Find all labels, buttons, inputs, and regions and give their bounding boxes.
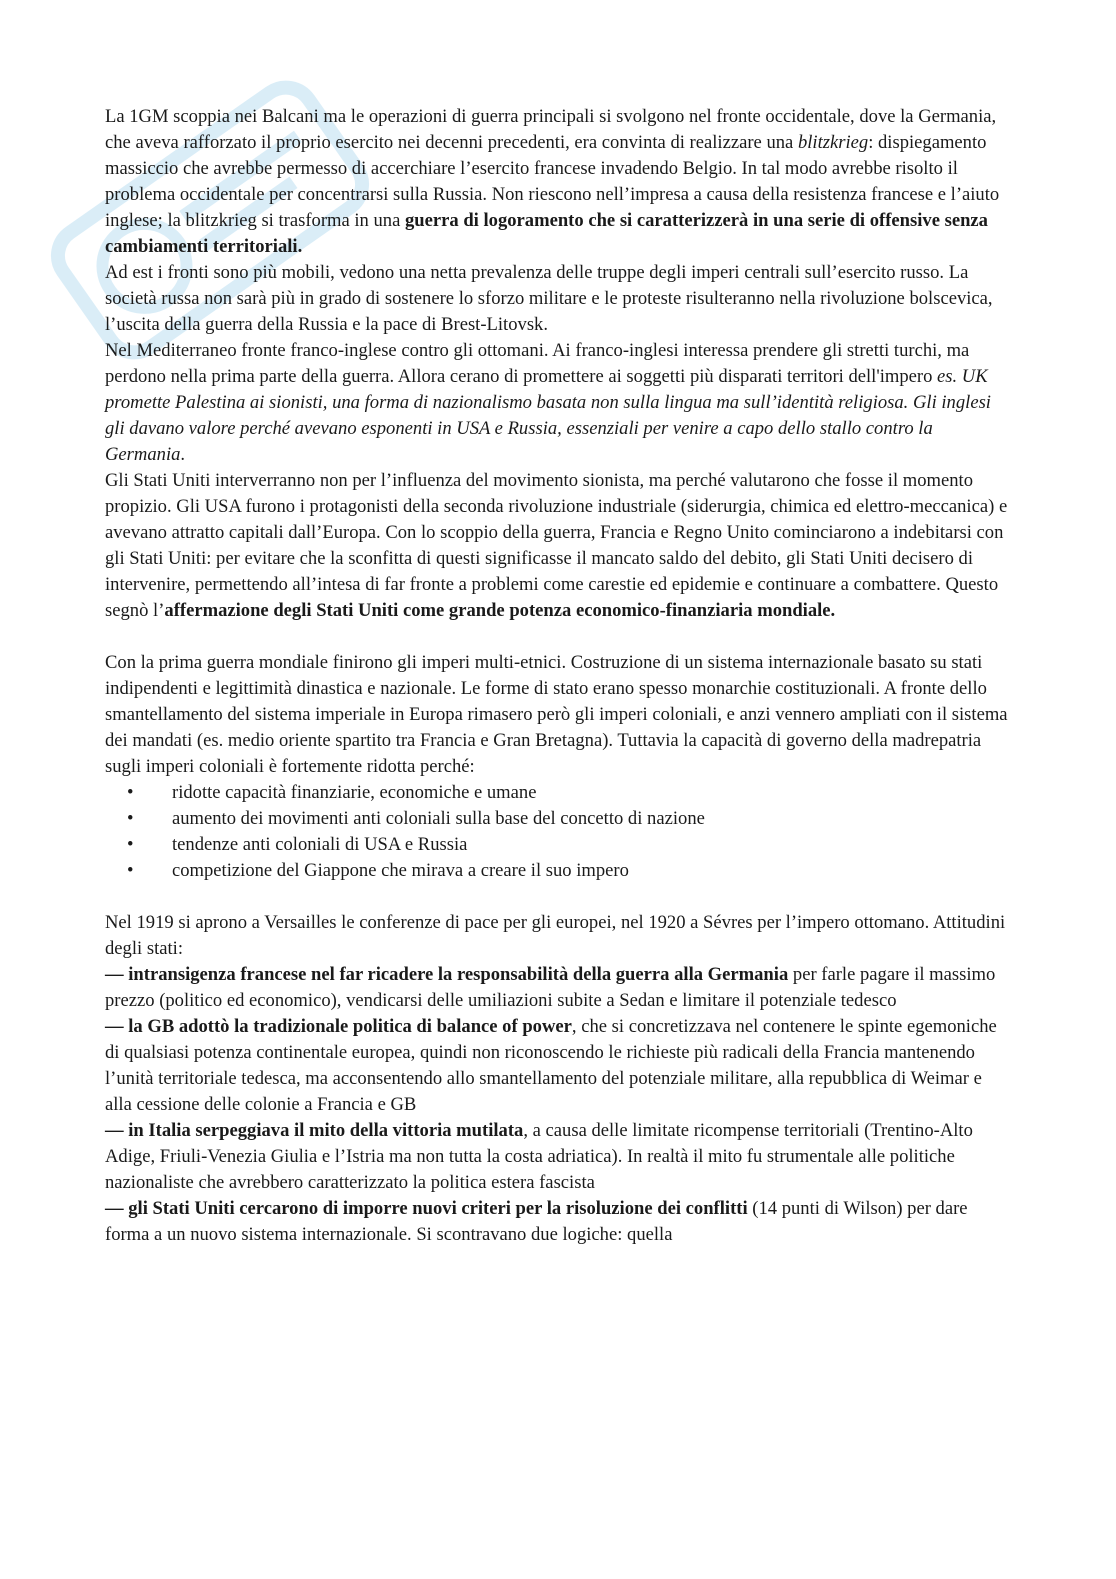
paragraph-spacer xyxy=(105,884,1010,910)
paragraph-spacer xyxy=(105,624,1010,650)
text-run: per farle pagare il massimo prezzo (politico ed economico), vendicarsi delle umiliazioni subite a Sedan e limitare il potenziale tedesco xyxy=(105,964,996,1011)
list-item-text: tendenze anti coloniali di USA e Russia xyxy=(172,834,468,855)
text-run: (14 punti di Wilson) per dare forma a un nuovo sistema internazionale. Si scontravano due logiche: quella xyxy=(105,1198,968,1245)
paragraph-italy-attitude xyxy=(105,1118,1010,1196)
bold-text: affermazione degli Stati Uniti come grande potenza economico-finanziaria mondiale. xyxy=(164,600,836,621)
bullet-icon: • xyxy=(127,860,134,881)
paragraph-usa-attitude xyxy=(105,1196,1010,1248)
list-item-text: aumento dei movimenti anti coloniali sulla base del concetto di nazione xyxy=(172,808,705,829)
list-item-text: ridotte capacità finanziarie, economiche e umane xyxy=(172,782,537,803)
italic-text: es. UK promette Palestina ai sionisti, una forma di nazionalismo basata non sulla lingua ma sull’identità religiosa. Gli inglesi gli davano valore perché avevano esponenti in USA e Russia, essenziali per venire a capo dello stallo contro la Germania xyxy=(105,366,991,465)
paragraph-france-attitude xyxy=(105,962,1010,1014)
bold-text: guerra di logoramento che si caratterizzerà in una serie di offensive senza cambiamenti territoriali. xyxy=(105,210,988,257)
list-item xyxy=(105,806,1010,832)
list-item xyxy=(105,832,1010,858)
text-run: Gli Stati Uniti interverranno non per l’influenza del movimento sionista, ma perché valutarono che fosse il momento propizio. Gli USA furono i protagonisti della seconda rivoluzione industriale (siderurgia, chimica ed elettro-meccanica) e avevano attratto capitali dall’Europa. Con lo scoppio della guerra, Francia e Regno Unito cominciarono a indebitarsi con gli Stati Uniti: per evitare che la sconfitta di questi significasse il mancato saldo del debito, gli Stati Uniti decisero di intervenire, permettendo all’intesa di far fronte a problemi come carestie ed epidemie e continuare a combattere. Questo segnò l’ xyxy=(105,470,1008,621)
text-run: : dispiegamento massiccio che avrebbe permesso di accerchiare l’esercito francese invadendo Belgio. In tal modo avrebbe risolto il problema occidentale per concentrarsi sulla Russia. Non riescono nell’impresa a causa della resistenza francese e l’aiuto inglese; la blitzkrieg si trasforma in una xyxy=(105,132,1000,231)
bold-text: — gli Stati Uniti cercarono di imporre nuovi criteri per la risoluzione dei conflitti xyxy=(105,1198,748,1219)
list-item xyxy=(105,780,1010,806)
paragraph-peace-conferences xyxy=(105,910,1010,962)
text-run: Nel Mediterraneo fronte franco-inglese contro gli ottomani. Ai franco-inglesi interessa prendere gli stretti turchi, ma perdono nella prima parte della guerra. Allora cerano di promettere ai soggetti più disparati territori dell'impero xyxy=(105,340,970,387)
document-page xyxy=(105,104,1010,1248)
text-run: , a causa delle limitate ricompense territoriali (Trentino-Alto Adige, Friuli-Venezia Giulia e l’Istria ma non tutta la costa adriatica). In realtà il mito fu strumentale alle politiche nazionaliste che avrebbero caratterizzato la politica estera fascista xyxy=(105,1120,973,1193)
text-run: Nel 1919 si aprono a Versailles le conferenze di pace per gli europei, nel 1920 a Sévres per l’impero ottomano. Attitudini degli stati: xyxy=(105,912,1006,959)
text-run: Con la prima guerra mondiale finirono gli imperi multi-etnici. Costruzione di un sistema internazionale basato su stati indipendenti e legittimità dinastica e nazionale. Le forme di stato erano spesso monarchie costituzionali. A fronte dello smantellamento del sistema imperiale in Europa rimasero però gli imperi coloniali, e anzi vennero ampliati con il sistema dei mandati (es. medio oriente spartito tra Francia e Gran Bretagna). Tuttavia la capacità di governo della madrepatria sugli imperi coloniali è fortemente ridotta perché: xyxy=(105,652,1008,777)
list-item xyxy=(105,858,1010,884)
paragraph-western-front xyxy=(105,104,1010,260)
paragraph-end-of-empires xyxy=(105,650,1010,780)
bold-text: — la GB adottò la tradizionale politica di balance of power xyxy=(105,1016,572,1037)
bold-text: — intransigenza francese nel far ricadere la responsabilità della guerra alla Germania xyxy=(105,964,789,985)
paragraph-united-states xyxy=(105,468,1010,624)
paragraph-mediterranean-front xyxy=(105,338,1010,468)
bullet-list xyxy=(105,780,1010,884)
list-item-text: competizione del Giappone che mirava a creare il suo impero xyxy=(172,860,629,881)
italic-text: blitzkrieg xyxy=(797,132,869,153)
text-run: Ad est i fronti sono più mobili, vedono una netta prevalenza delle truppe degli imperi centrali sull’esercito russo. La società russa non sarà più in grado di sostenere lo sforzo militare e le proteste risulteranno nella rivoluzione bolscevica, l’uscita della guerra della Russia e la pace di Brest-Litovsk. xyxy=(105,262,993,335)
bullet-icon: • xyxy=(127,782,134,803)
paragraph-eastern-front xyxy=(105,260,1010,338)
bullet-icon: • xyxy=(127,834,134,855)
paragraph-gb-attitude xyxy=(105,1014,1010,1118)
bold-text: — in Italia serpeggiava il mito della vittoria mutilata xyxy=(105,1120,524,1141)
text-run: , che si concretizzava nel contenere le spinte egemoniche di qualsiasi potenza continentale europea, quindi non riconoscendo le richieste più radicali della Francia mantenendo l’unità territoriale tedesca, ma acconsentendo allo smantellamento del potenziale militare, alla repubblica di Weimar e alla cessione delle colonie a Francia e GB xyxy=(105,1016,997,1115)
text-run: . xyxy=(180,444,186,465)
text-run: La 1GM scoppia nei Balcani ma le operazioni di guerra principali si svolgono nel fronte occidentale, dove la Germania, che aveva rafforzato il proprio esercito nei decenni precedenti, era convinta di realizzare una xyxy=(105,106,997,153)
bullet-icon: • xyxy=(127,808,134,829)
